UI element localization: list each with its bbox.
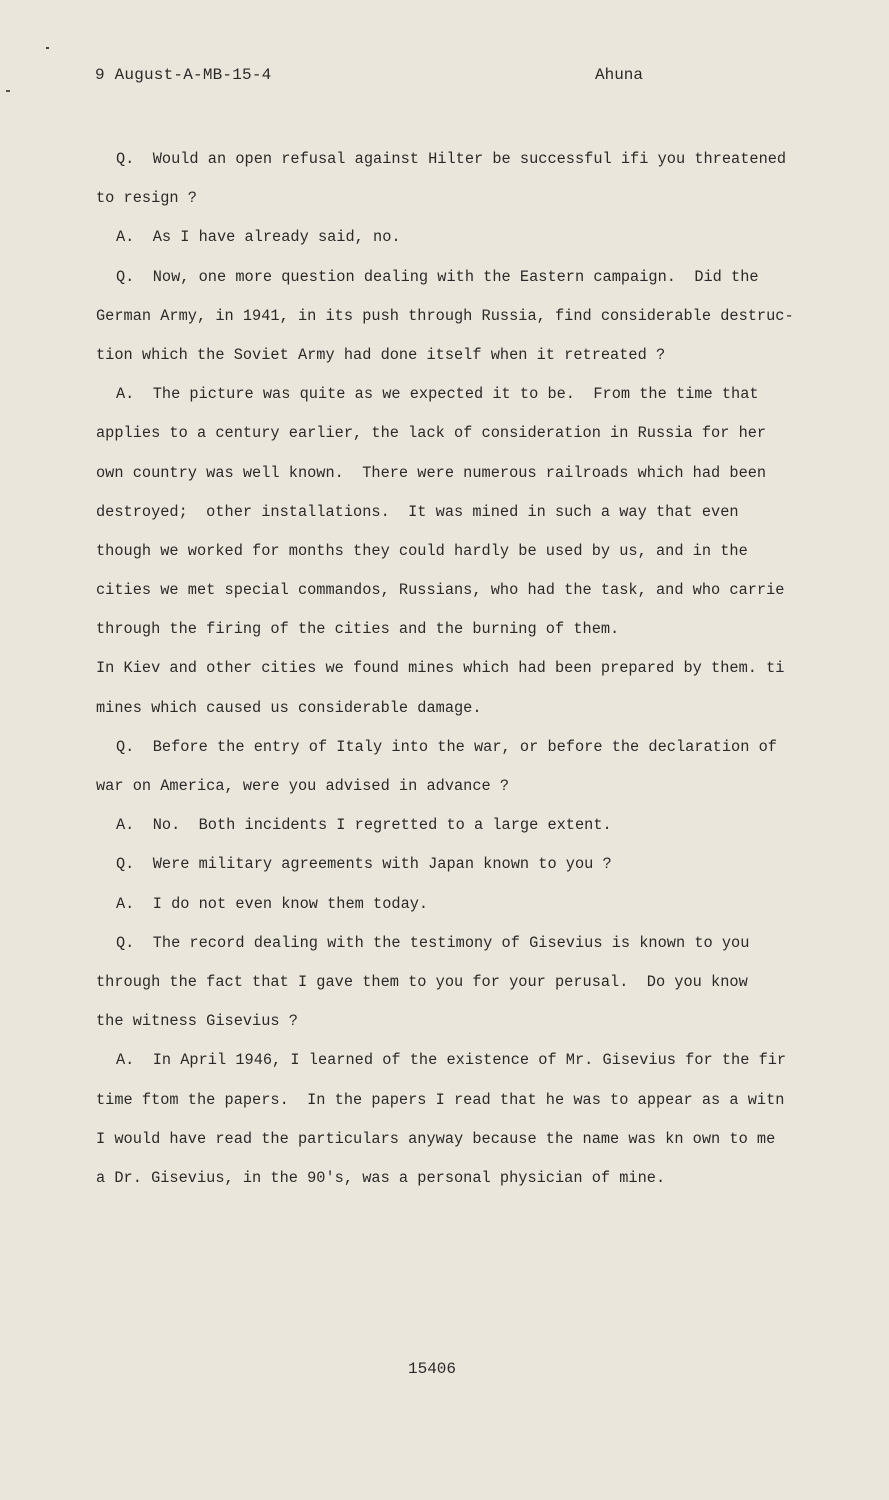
transcript-line: German Army, in 1941, in its push through Russia, find considerable destruc- xyxy=(96,306,794,325)
transcript-line: through the firing of the cities and the burning of them. xyxy=(96,620,620,639)
transcript-line: A. As I have already said, no. xyxy=(116,228,401,247)
transcript-line: cities we met special commandos, Russians, who had the task, and who carrie xyxy=(96,581,785,600)
transcript-line: tion which the Soviet Army had done itself when it retreated ? xyxy=(96,345,666,364)
transcript-line: time ftom the papers. In the papers I read that he was to appear as a witn xyxy=(96,1090,785,1109)
page-number: 15406 xyxy=(408,1360,457,1378)
transcript-line: Q. Now, one more question dealing with the Eastern campaign. Did the xyxy=(116,267,759,286)
transcript-line: A. The picture was quite as we expected it to be. From the time that xyxy=(116,385,759,404)
transcript-line: A. In April 1946, I learned of the existence of Mr. Gisevius for the fir xyxy=(116,1051,787,1070)
transcript-body xyxy=(96,140,836,1198)
transcript-line: destroyed; other installations. It was mined in such a way that even xyxy=(96,502,739,521)
transcript-line: though we worked for months they could hardly be used by us, and in the xyxy=(96,541,748,560)
transcript-line: Q. Before the entry of Italy into the war, or before the declaration of xyxy=(116,737,777,756)
transcript-line: Q. The record dealing with the testimony of Gisevius is known to you xyxy=(116,933,750,952)
ink-mark xyxy=(6,90,10,92)
transcript-line: A. No. Both incidents I regretted to a large extent. xyxy=(116,816,612,835)
transcript-line: to resign ? xyxy=(96,189,197,208)
transcript-line: through the fact that I gave them to you for your perusal. Do you know xyxy=(96,972,748,991)
transcript-line: applies to a century earlier, the lack of consideration in Russia for her xyxy=(96,424,767,443)
transcript-line: Q. Were military agreements with Japan known to you ? xyxy=(116,855,612,874)
transcript-line: war on America, were you advised in advance ? xyxy=(96,777,510,795)
transcript-line: own country was well known. There were numerous railroads which had been xyxy=(96,463,767,482)
ink-mark xyxy=(46,47,49,49)
document-reference: 9 August-A-MB-15-4 xyxy=(95,66,272,84)
witness-name: Ahuna xyxy=(595,66,644,84)
transcript-line: mines which caused us considerable damage. xyxy=(96,698,482,717)
transcript-line: the witness Gisevius ? xyxy=(96,1012,298,1031)
transcript-line: A. I do not even know them today. xyxy=(116,894,429,913)
transcript-line: I would have read the particulars anyway because the name was kn own to me xyxy=(96,1129,776,1148)
transcript-line: Q. Would an open refusal against Hilter be successful ifi you threatened xyxy=(116,150,787,168)
transcript-line: a Dr. Gisevius, in the 90's, was a personal physician of mine. xyxy=(96,1168,666,1187)
transcript-line: In Kiev and other cities we found mines which had been prepared by them. ti xyxy=(96,659,785,678)
